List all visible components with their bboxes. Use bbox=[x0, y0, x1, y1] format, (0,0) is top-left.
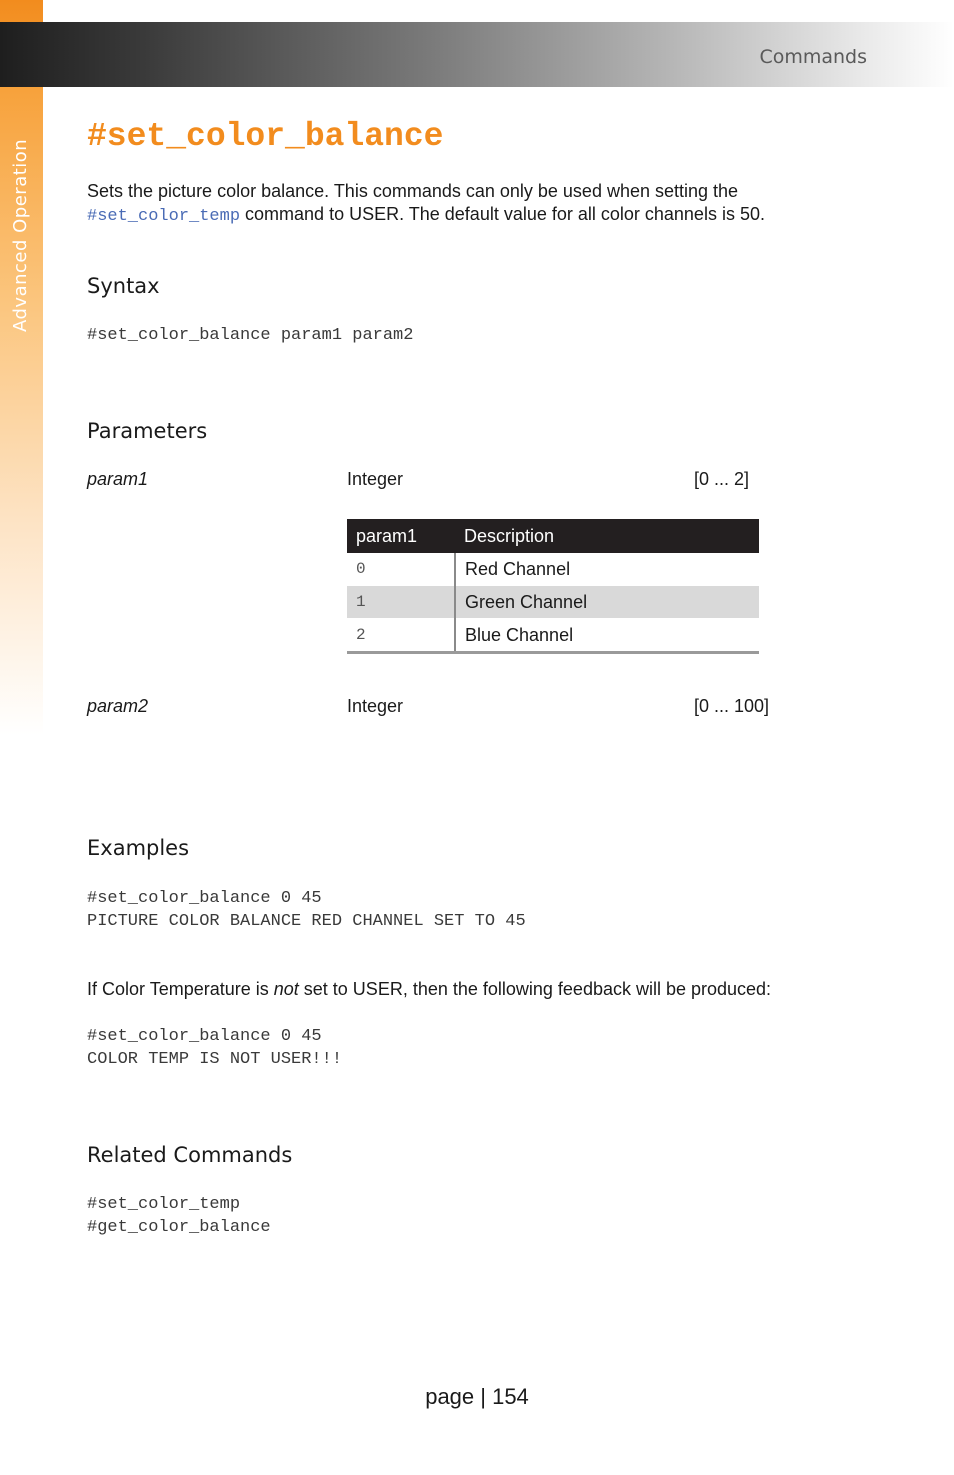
intro-text-2: command to USER. The default value for all color channels is 50. bbox=[240, 204, 765, 224]
param1-range: [0 ... 2] bbox=[694, 469, 750, 489]
param1-type: Integer bbox=[347, 469, 404, 489]
side-section-label bbox=[0, 87, 43, 337]
table-cell-description: Green Channel bbox=[455, 586, 759, 619]
example-note bbox=[87, 979, 771, 1000]
table-header-description: Description bbox=[455, 519, 759, 553]
example1-line2: PICTURE COLOR BALANCE RED CHANNEL SET TO 45 bbox=[87, 912, 526, 931]
examples-heading: Examples bbox=[87, 836, 190, 860]
table-row bbox=[347, 553, 759, 586]
header-bar bbox=[0, 22, 954, 87]
table-cell-value: 0 bbox=[347, 553, 455, 586]
set-color-temp-link[interactable]: #set_color_temp bbox=[87, 207, 241, 226]
related-command-item[interactable]: #set_color_temp bbox=[87, 1195, 241, 1214]
table-row bbox=[347, 619, 759, 653]
param1-name: param1 bbox=[87, 469, 149, 489]
page-number: page | 154 bbox=[425, 1384, 529, 1409]
example2-line1: #set_color_balance 0 45 bbox=[87, 1027, 322, 1046]
param2-type: Integer bbox=[347, 696, 404, 716]
note-emphasis: not bbox=[273, 979, 299, 999]
intro-text-1: Sets the picture color balance. This commands can only be used when setting the bbox=[87, 181, 739, 201]
page-title: #set_color_balance bbox=[87, 118, 444, 155]
parameters-heading: Parameters bbox=[87, 419, 208, 443]
param2-name: param2 bbox=[87, 696, 149, 716]
table-cell-description: Red Channel bbox=[455, 553, 759, 586]
example1-line1: #set_color_balance 0 45 bbox=[87, 889, 322, 908]
param1-values-table bbox=[347, 519, 759, 654]
example2-line2: COLOR TEMP IS NOT USER!!! bbox=[87, 1050, 343, 1069]
table-cell-value: 1 bbox=[347, 586, 455, 619]
related-commands-heading: Related Commands bbox=[87, 1143, 293, 1167]
param2-range: [0 ... 100] bbox=[694, 696, 770, 716]
table-header-param1: param1 bbox=[347, 519, 455, 553]
related-command-item[interactable]: #get_color_balance bbox=[87, 1218, 271, 1237]
syntax-code: #set_color_balance param1 param2 bbox=[87, 326, 414, 345]
header-section-title: Commands bbox=[759, 46, 867, 68]
note-text-2: set to USER, then the following feedback will be produced: bbox=[298, 979, 772, 999]
table-row bbox=[347, 586, 759, 619]
side-label-text: Advanced Operation bbox=[10, 138, 31, 332]
syntax-heading: Syntax bbox=[87, 274, 160, 298]
intro-paragraph bbox=[87, 180, 867, 228]
table-header-row bbox=[347, 519, 759, 553]
table-cell-description: Blue Channel bbox=[455, 619, 759, 653]
note-text-1: If Color Temperature is bbox=[87, 979, 274, 999]
table-cell-value: 2 bbox=[347, 619, 455, 653]
